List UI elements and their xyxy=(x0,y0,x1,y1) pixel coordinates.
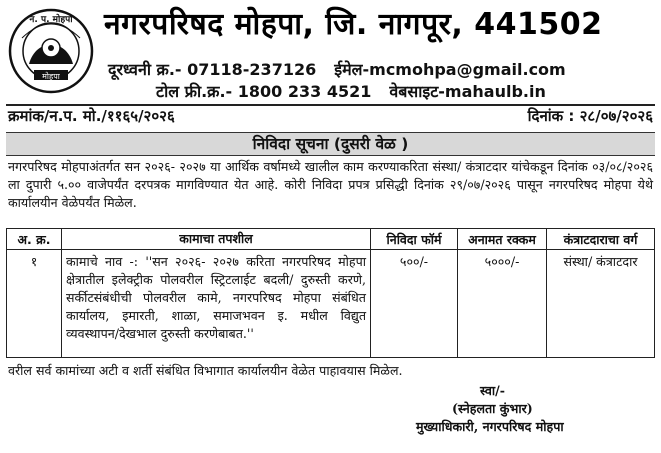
contact-line-1 xyxy=(108,58,566,80)
column-header-contractor-class: कंत्राटदाराचा वर्ग xyxy=(547,229,655,250)
municipal-seal-icon xyxy=(8,8,94,94)
council-title: नगरपरिषद मोहपा, जि. नागपूर, 441502 xyxy=(104,7,603,42)
cell-contractor-class: संस्था/ कंत्राटदार xyxy=(547,250,655,358)
table-header-row xyxy=(7,229,655,250)
column-header-work-details: कामाचा तपशील xyxy=(62,229,371,250)
cell-deposit: ५०००/- xyxy=(458,250,547,358)
seal-top-text: न. प. मोहपा xyxy=(29,15,73,25)
reference-number: क्रमांक/न.प. मो./११६५/२०२६ xyxy=(8,107,175,125)
notice-heading: निविदा सूचना (दुसरी वेळ ) xyxy=(6,132,655,156)
column-header-deposit: अनामत रक्कम xyxy=(458,229,547,250)
cell-form-fee: ५००/- xyxy=(371,250,458,358)
notice-body: नगरपरिषद मोहपाअंतर्गत सन २०२६- २०२७ या आर्थिक वर्षामध्ये खालील काम करण्याकरिता संस्था/ कंत्राटदार यांचेकडून दिनांक ०३/०८/२०२६ ला दुपारी ५.०० वाजेपर्यंत दरपत्रक मागविण्यात येत आहे. कोरी निविदा प्रपत्र प्रसिद्धी दिनांक २९/०७/२०२६ पासून नगरपरिषद मोहपा येथे कार्यालयीन वेळेपर्यंत मिळेल. xyxy=(8,159,653,210)
terms-note: वरील सर्व कामांच्या अटी व शर्ती संबंधित विभागात कार्यालयीन वेळेत पाहावयास मिळेल. xyxy=(8,363,403,378)
column-header-form-fee: निविदा फॉर्म xyxy=(371,229,458,250)
signature-mark: स्वा/- xyxy=(480,383,505,398)
signatory-designation: मुख्याधिकारी, नगरपरिषद मोहपा xyxy=(416,419,564,434)
column-header-serial: अ. क्र. xyxy=(7,229,62,250)
tender-table xyxy=(6,228,655,358)
toll-free-number: टोल फ्री.क्र.- 1800 233 4521 xyxy=(156,82,372,101)
cell-serial: १ xyxy=(7,250,62,358)
website-address: वेबसाइट-mahaulb.in xyxy=(389,82,546,101)
reference-date: दिनांक : २८/०७/२०२६ xyxy=(527,107,653,125)
reference-line xyxy=(8,106,653,126)
phone-number: दूरध्वनी क्र.- 07118-237126 xyxy=(108,60,317,79)
email-address: ईमेल-mcmohpa@gmail.com xyxy=(334,60,566,79)
table-row xyxy=(7,250,655,358)
contact-line-2 xyxy=(156,80,546,102)
seal-bottom-text: मोहपा xyxy=(42,72,60,81)
signatory-name: (स्नेहलता कुंभार) xyxy=(452,401,533,416)
cell-work-details: कामाचे नाव -: ''सन २०२६- २०२७ करिता नगरपरिषद मोहपा क्षेत्रातील इलेक्ट्रीक पोलवरील स्ट्रिटलाईट बदली/ दुरुस्ती करणे, सर्कीटसंबंधीची पोलवरील कामे, नगरपरिषद मोहपा संबंधित कार्यालय, इमारती, शाळा, समाजभवन इ. मधील विद्युत व्यवस्थापन/देखभाल दुरुस्ती करणेबाबत.'' xyxy=(62,250,371,358)
